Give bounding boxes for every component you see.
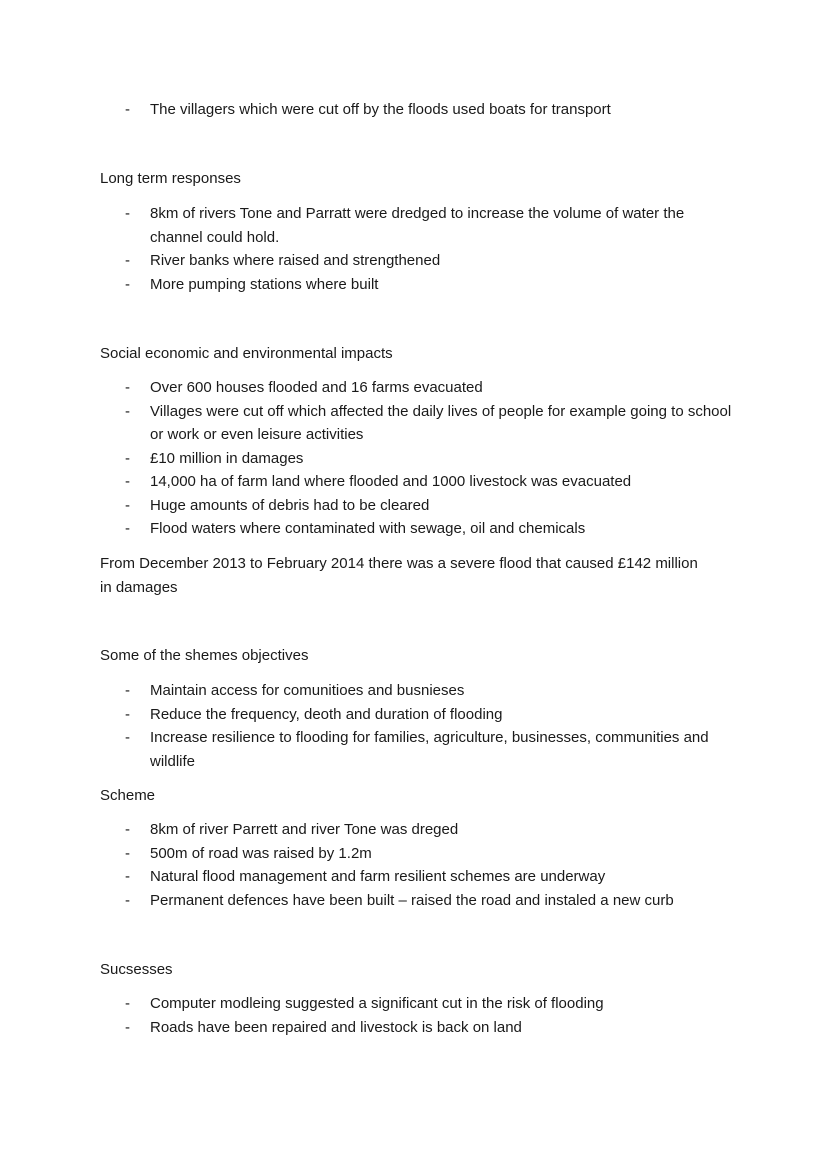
list-item (0, 376, 740, 400)
list-item-text: Maintain access for comunitioes and busnieses (150, 682, 465, 699)
list-item (0, 517, 740, 541)
section-heading-impacts: Social economic and environmental impacts (100, 345, 393, 362)
list-item-text: Huge amounts of debris had to be cleared (150, 496, 430, 514)
bullet-marker: - (125, 844, 130, 862)
list-item-text: £10 million in damages (150, 449, 304, 467)
list-item-text: River banks where raised and strengthened (150, 252, 441, 269)
bullet-marker: - (125, 520, 130, 537)
bullet-marker: - (125, 821, 130, 838)
bullet-marker: - (125, 205, 130, 222)
bullet-marker: - (125, 729, 130, 746)
list-item-text: 8km of river Parrett and river Tone was dreged (150, 821, 459, 838)
list-item-text: 14,000 ha of farm land where flooded and 1000 livestock was evacuated (150, 473, 632, 490)
list-item-text: Computer modleing suggested a significant cut in the risk of flooding (150, 995, 604, 1012)
bullet-marker: - (125, 682, 130, 699)
section-heading-successes: Sucsesses (100, 961, 173, 978)
list-item-text: Over 600 houses flooded and 16 farms evacuated (150, 379, 483, 396)
list-item (0, 1016, 740, 1040)
list-item-text: Natural flood management and farm resilient schemes are underway (150, 868, 606, 885)
long-term-bullet-list (0, 202, 828, 296)
list-item-text: Villages were cut off which affected the daily lives of people for example going to school or work or even leisure activities (150, 402, 732, 443)
section-heading-objectives: Some of the shemes objectives (100, 647, 309, 664)
list-item (0, 494, 740, 518)
list-item-text: More pumping stations where built (150, 275, 379, 293)
list-item (0, 842, 740, 866)
list-item (0, 470, 740, 494)
list-item-text: Flood waters where contaminated with sewage, oil and chemicals (150, 520, 586, 537)
bullet-marker: - (125, 496, 130, 514)
list-item (0, 202, 740, 249)
list-item-text: Increase resilience to flooding for families, agriculture, businesses, communities and wildlife (150, 729, 709, 770)
list-item (0, 865, 740, 889)
bullet-marker: - (125, 705, 130, 723)
list-item (0, 679, 740, 703)
bullet-marker: - (125, 252, 130, 269)
list-item (0, 273, 740, 297)
list-item-text: The villagers which were cut off by the floods used boats for transport (150, 101, 611, 118)
bullet-marker: - (125, 379, 130, 396)
section-heading-long-term: Long term responses (100, 170, 241, 187)
list-item (0, 726, 740, 773)
bullet-marker: - (125, 101, 130, 118)
successes-bullet-list (0, 992, 828, 1039)
list-item (0, 818, 740, 842)
list-item (0, 889, 740, 913)
bullet-marker: - (125, 868, 130, 885)
list-item-text: 500m of road was raised by 1.2m (150, 844, 372, 862)
list-item (0, 447, 740, 471)
scheme-bullet-list (0, 818, 828, 912)
list-item (0, 98, 740, 122)
list-item (0, 703, 740, 727)
list-item-text: 8km of rivers Tone and Parratt were dredged to increase the volume of water the channel could hold. (150, 205, 685, 246)
bullet-marker: - (125, 473, 130, 490)
list-item (0, 249, 740, 273)
list-item-text: Roads have been repaired and livestock is back on land (150, 1018, 522, 1036)
impacts-bullet-list (0, 376, 828, 541)
bullet-marker: - (125, 891, 130, 909)
intro-bullet-list (0, 98, 828, 122)
bullet-marker: - (125, 275, 130, 293)
bullet-marker: - (125, 402, 130, 420)
list-item-text: Permanent defences have been built – raised the road and instaled a new curb (150, 891, 674, 909)
impacts-summary-paragraph: From December 2013 to February 2014 there was a severe flood that caused £142 million in damages (100, 555, 698, 596)
objectives-bullet-list (0, 679, 828, 773)
bullet-marker: - (125, 449, 130, 467)
list-item-text: Reduce the frequency, deoth and duration of flooding (150, 705, 503, 723)
list-item (0, 992, 740, 1016)
section-heading-scheme: Scheme (100, 787, 156, 804)
list-item (0, 400, 740, 447)
bullet-marker: - (125, 995, 130, 1012)
bullet-marker: - (125, 1018, 130, 1036)
